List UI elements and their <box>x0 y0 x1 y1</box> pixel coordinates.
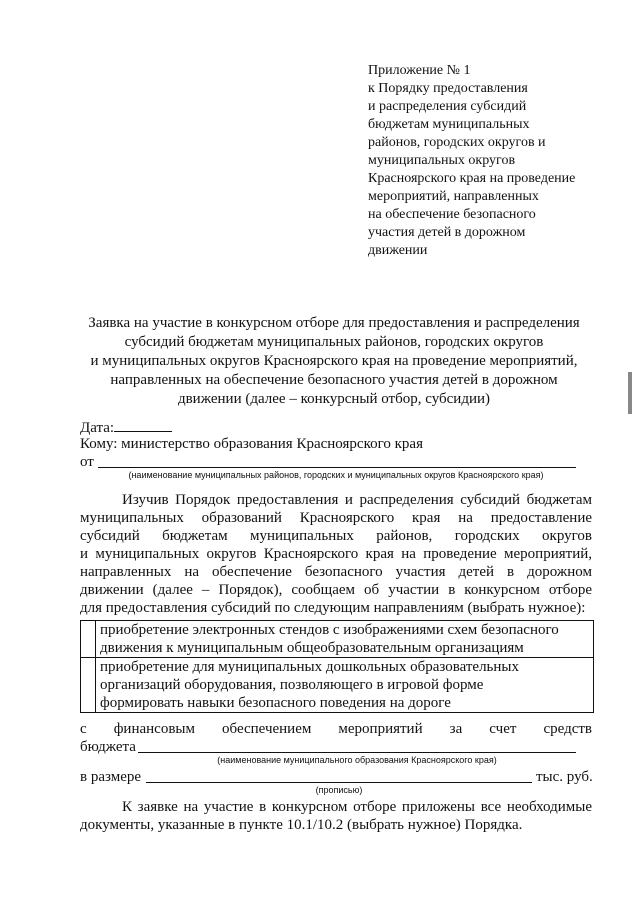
appendix-note <box>368 62 608 260</box>
body-line: и муниципальных округов Красноярского края на проведение мероприятий, <box>80 546 592 562</box>
title-line: Заявка на участие в конкурсном отборе для предоставления и распределения <box>88 315 580 331</box>
amount-blank[interactable] <box>146 782 532 783</box>
option-line: приобретение для муниципальных дошкольных образовательных <box>100 659 520 675</box>
body-line: для предоставления субсидий по следующим направлениям (выбрать нужное): <box>80 600 586 616</box>
option-text <box>96 658 594 713</box>
title-line: движении (далее – конкурсный отбор, субсидии) <box>177 391 491 407</box>
closing-line: К заявке на участие в конкурсном отборе приложены все необходимые <box>122 799 592 815</box>
from-caption: (наименование муниципальных районов, городских и муниципальных округов Красноярского края) <box>128 470 544 480</box>
document-title <box>60 314 608 409</box>
scan-edge-mark <box>628 372 632 414</box>
from-label: от <box>80 454 94 470</box>
body-line: движении (далее – Порядок), сообщаем об участии в конкурсном отборе <box>80 582 592 598</box>
appendix-line: к Порядку предоставления <box>368 81 528 96</box>
closing-line: документы, указанные в пункте 10.1/10.2 (выбрать нужное) Порядка. <box>80 817 523 833</box>
option-line: движения к муниципальным общеобразовательным организациям <box>100 640 524 656</box>
appendix-line: районов, городских округов и <box>368 135 546 150</box>
from-blank[interactable] <box>98 467 576 468</box>
funding-paragraph <box>80 720 592 738</box>
date-label: Дата: <box>80 420 115 436</box>
title-line: субсидий бюджетам муниципальных районов, городских округов <box>124 334 544 350</box>
budget-label: бюджета <box>80 739 136 755</box>
appendix-line: движении <box>368 243 428 258</box>
date-blank[interactable] <box>114 417 172 432</box>
appendix-line: мероприятий, направленных <box>368 189 539 204</box>
amount-unit: тыс. руб. <box>536 769 593 785</box>
option-line: приобретение электронных стендов с изображениями схем безопасного <box>100 622 559 638</box>
recipient-line: Кому: министерство образования Красноярского края <box>80 436 423 452</box>
body-line: муниципальных образований Красноярского края на предоставление <box>80 510 592 526</box>
appendix-line: на обеспечение безопасного <box>368 207 536 222</box>
body-line: направленных на обеспечение безопасного участия детей в дорожном <box>80 564 592 580</box>
option-text <box>96 621 594 658</box>
amount-label: в размере <box>80 769 142 785</box>
body-line: субсидий бюджетам муниципальных районов, городских округов <box>80 528 592 544</box>
appendix-line: участия детей в дорожном <box>368 225 526 240</box>
amount-caption: (прописью) <box>315 785 363 795</box>
date-row <box>80 417 172 437</box>
body-paragraph <box>80 491 592 617</box>
title-line: и муниципальных округов Красноярского края на проведение мероприятий, <box>90 353 578 369</box>
appendix-line: бюджетам муниципальных <box>368 117 530 132</box>
appendix-line: Красноярского края на проведение <box>368 171 576 186</box>
funding-line: с финансовым обеспечением мероприятий за счет средств <box>80 721 592 737</box>
option-line: формировать навыки безопасного поведения на дороге <box>100 695 451 711</box>
appendix-line: Приложение № 1 <box>368 63 471 78</box>
directions-table <box>80 620 594 713</box>
table-row <box>81 621 594 658</box>
option-checkbox[interactable] <box>81 658 96 713</box>
appendix-line: и распределения субсидий <box>368 99 527 114</box>
option-checkbox[interactable] <box>81 621 96 658</box>
body-line: Изучив Порядок предоставления и распределения субсидий бюджетам <box>122 492 592 508</box>
title-line: направленных на обеспечение безопасного участия детей в дорожном <box>110 372 558 388</box>
appendix-line: муниципальных округов <box>368 153 516 168</box>
table-row <box>81 658 594 713</box>
closing-paragraph <box>80 798 592 834</box>
option-line: организаций оборудования, позволяющего в игровой форме <box>100 677 484 693</box>
budget-blank[interactable] <box>138 752 576 753</box>
budget-caption: (наименование муниципального образования Красноярского края) <box>217 755 497 765</box>
